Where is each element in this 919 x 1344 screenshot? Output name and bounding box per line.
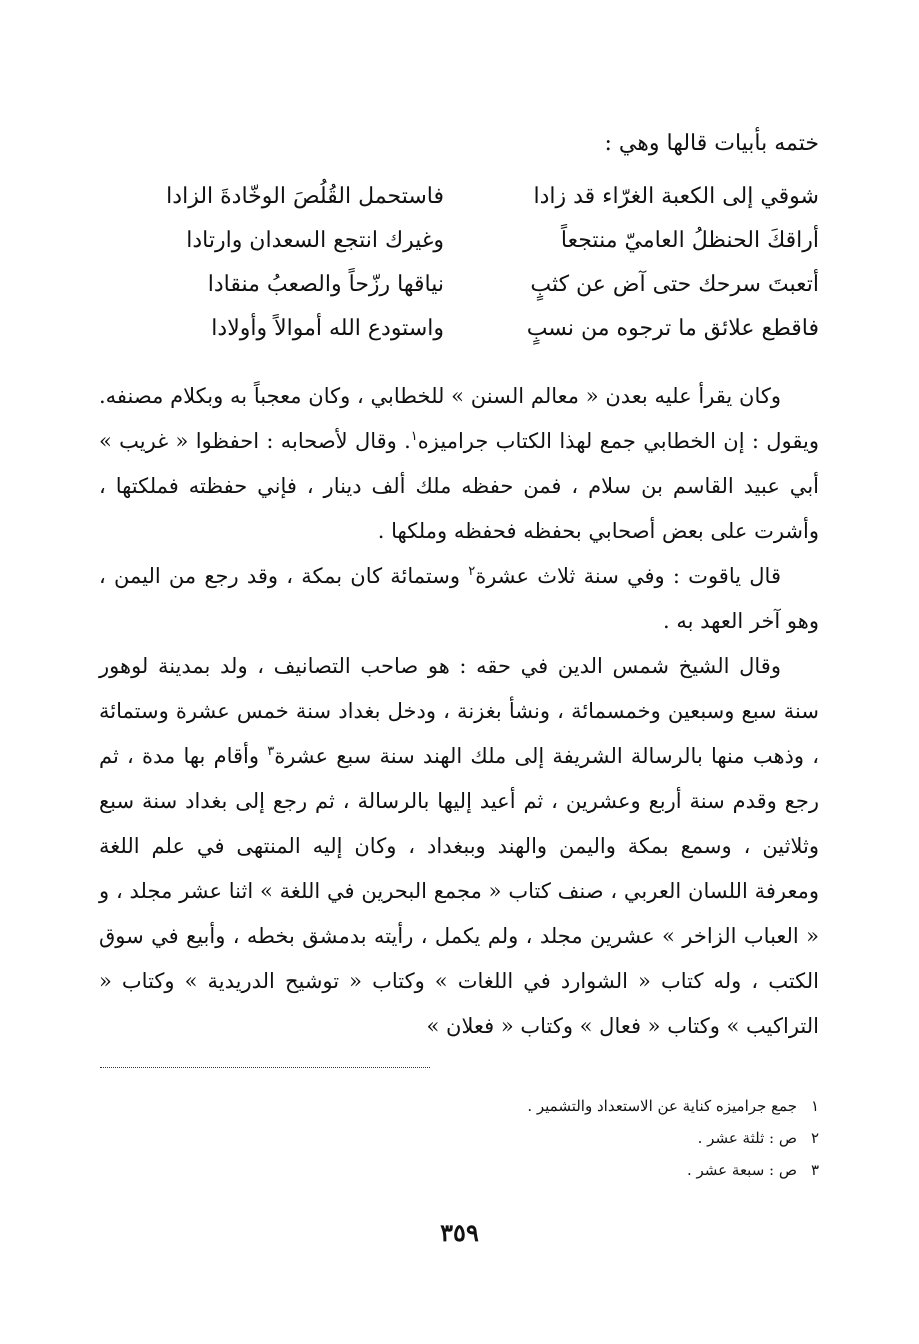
verse-first-hemistich: فاقطع علائق ما ترجوه من نسبٍ — [526, 316, 819, 341]
poem-verse — [99, 175, 819, 219]
paragraph-text: وقال الشيخ شمس الدين في حقه : هو صاحب التصانيف ، ولد بمدينة لوهور سنة سبع وسبعين وخمسمائة ، ونشأ بغزنة ، ودخل بغداد سنة خمس عشرة وستمائة ، وذهب منها بالرسالة الشريفة إلى ملك الهند سنة سبع عشرة — [99, 654, 819, 768]
paragraph — [99, 554, 819, 644]
paragraph — [99, 374, 819, 554]
paragraph-text: وأقام بها مدة ، ثم رجع وقدم سنة أربع وعشرين ، ثم أعيد إليها بالرسالة ، ثم رجع إلى بغداد سنة سبع وثلاثين ، وسمع بمكة واليمن والهند وببغداد ، وكان إليه المنتهى في علم اللغة ومعرفة اللسان العربي ، صنف كتاب « مجمع البحرين في اللغة » اثنا عشر مجلد ، و « العباب الزاخر » عشرين مجلد ، ولم يكمل ، رأيته بدمشق بخطه ، وأبيع في سوق الكتب ، وله كتاب « الشوارد في اللغات » وكتاب « توشيح الدريدية » وكتاب « التراكيب » وكتاب « فعال » وكتاب « فعلان » — [99, 744, 819, 1038]
footnote — [99, 1090, 819, 1122]
footnote-number: ١ — [810, 1097, 819, 1115]
footnote — [99, 1154, 819, 1186]
poem-intro: ختمه بأبيات قالها وهي : — [604, 131, 819, 156]
footnote-text: ص : ثلثة عشر . — [697, 1129, 797, 1147]
footnote-number: ٣ — [810, 1161, 819, 1179]
footnotes — [99, 1090, 819, 1186]
footnote-text: ص : سبعة عشر . — [686, 1161, 797, 1179]
verse-second-hemistich: واستودع الله أموالاً وأولادا — [211, 316, 444, 341]
footnote-divider — [100, 1067, 430, 1068]
footnote-text: جمع جراميزه كناية عن الاستعداد والتشمير . — [527, 1097, 797, 1115]
footnote-ref: ٣ — [267, 744, 275, 759]
body-text — [99, 374, 819, 1049]
verse-first-hemistich: شوقي إلى الكعبة الغرّاء قد زادا — [533, 184, 819, 209]
verse-first-hemistich: أراقكَ الحنظلُ العاميّ منتجعاً — [560, 228, 819, 253]
paragraph-text: وستمائة كان بمكة ، وقد رجع من اليمن ، وهو آخر العهد به . — [99, 564, 819, 633]
paragraph — [99, 644, 819, 1049]
poem-verse — [99, 263, 819, 307]
poem-verse — [99, 219, 819, 263]
poem-verse — [99, 307, 819, 351]
footnote — [99, 1122, 819, 1154]
poem — [99, 175, 819, 351]
verse-second-hemistich: وغيرك انتجع السعدان وارتادا — [186, 228, 444, 253]
paragraph-text: . وقال لأصحابه : احفظوا « غريب » أبي عبيد القاسم بن سلام ، فمن حفظه ملك ألف دينار ، فإني حفظته فملكتها ، وأشرت على بعض أصحابي بحفظه فحفظه وملكها . — [99, 429, 819, 543]
verse-second-hemistich: فاستحمل القُلُصَ الوخّادةَ الزادا — [166, 184, 444, 209]
paragraph-text: قال ياقوت : وفي سنة ثلاث عشرة — [475, 564, 781, 588]
paragraph-text: وكان يقرأ عليه بعدن « معالم السنن » للخطابي ، وكان معجباً به وبكلام مصنفه. ويقول : إن الخطابي جمع لهذا الكتاب جراميزه — [99, 384, 819, 453]
verse-second-hemistich: نياقها رزّحاً والصعبُ منقادا — [207, 272, 444, 297]
footnote-ref: ١ — [410, 429, 418, 444]
footnote-number: ٢ — [810, 1129, 819, 1147]
footnote-ref: ٢ — [468, 564, 476, 579]
verse-first-hemistich: أتعبتَ سرحك حتى آض عن كثبٍ — [530, 272, 819, 297]
page-number: ٣٥٩ — [440, 1218, 479, 1247]
